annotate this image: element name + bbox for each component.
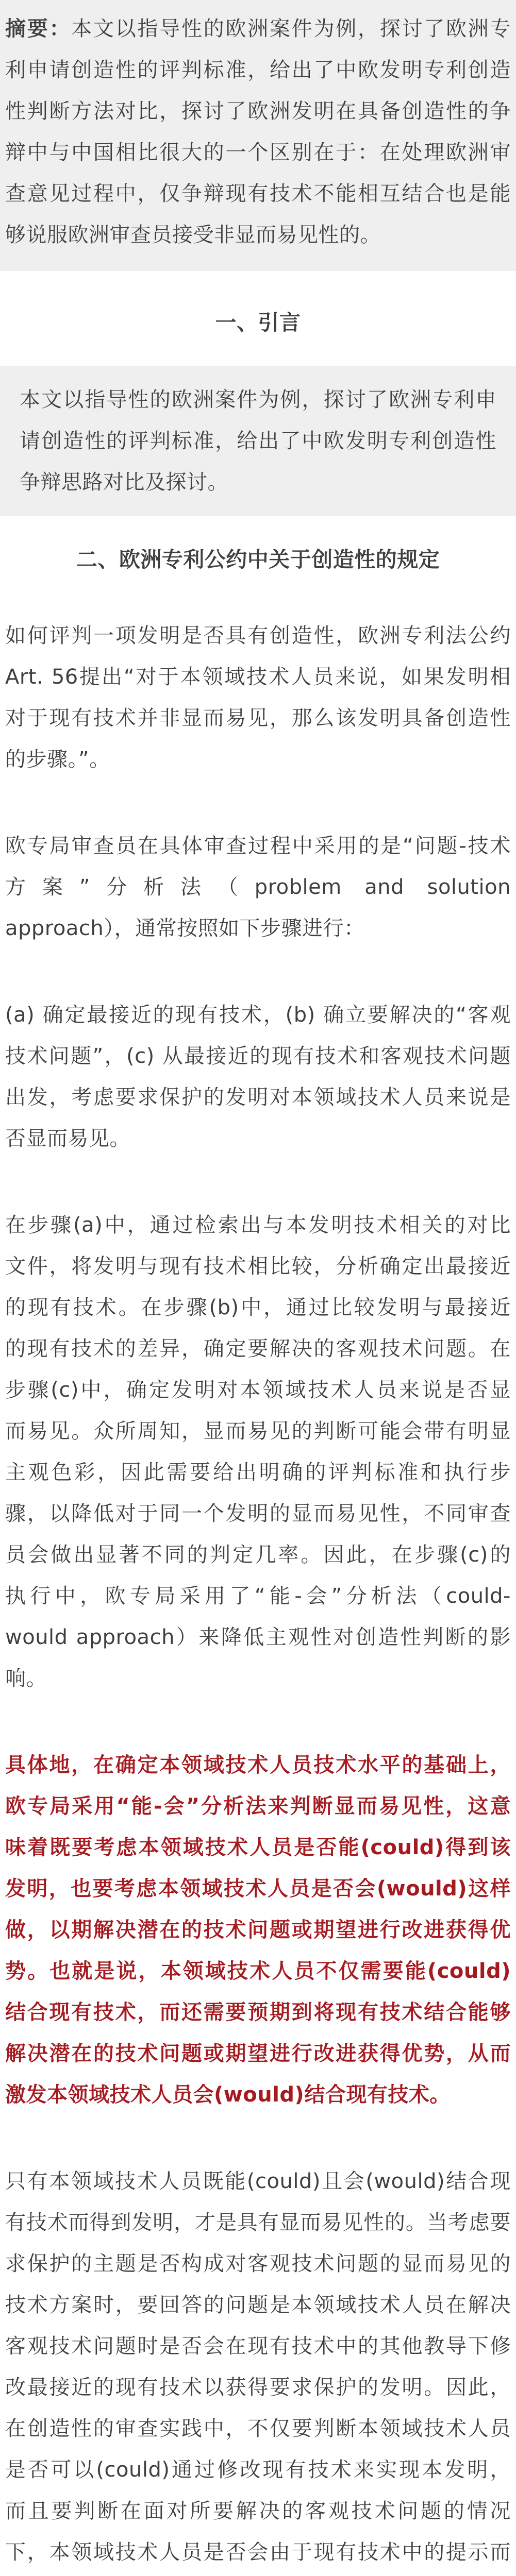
text-line: 执行中，欧专局采用了“能-会”分析法（could- [5, 1584, 511, 1608]
text-line: 在步骤(a)中，通过检索出与本发明技术相关的对比 [5, 1213, 511, 1237]
text-line: 性判断方法对比，探讨了欧洲发明在具备创造性的争 [5, 99, 511, 123]
text-line: 求保护的主题是否构成对客观技术问题的显而易见的 [5, 2252, 511, 2276]
text-line: 味着既要考虑本领域技术人员是否能(could)得到该 [5, 1836, 511, 1859]
text-line: 解决潜在的技术问题或期望进行改进获得优势，从而 [5, 2042, 511, 2065]
text-line: 的现有技术的差异，确定要解决的客观技术问题。在 [5, 1337, 511, 1361]
text-line: 客观技术问题时是否会在现有技术中的其他教导下修 [5, 2334, 511, 2358]
paragraph [0, 825, 516, 949]
text-line: 做，以期解决潜在的技术问题或期望进行改进获得优 [5, 1918, 511, 1942]
text-line: 而易见。众所周知，显而易见的判断可能会带有明显 [5, 1419, 511, 1443]
highlight-paragraph [0, 1744, 516, 2115]
text-line: would approach）来降低主观性对创造性判断的影 [5, 1625, 511, 1649]
text-line: 方案”分析法（problem and solution [5, 875, 511, 899]
text-line: 如何评判一项发明是否具有创造性，欧洲专利法公约 [5, 624, 511, 648]
text-line [5, 2573, 511, 2576]
intro-summary-box [0, 366, 516, 516]
text-line: 请创造性的评判标准，给出了中欧发明专利创造性 [20, 429, 496, 453]
text-line: 技术方案时，要回答的问题是本领域技术人员在解决 [5, 2293, 511, 2317]
abstract-label: 摘要： [5, 17, 72, 41]
text-line: approach），通常按照如下步骤进行： [5, 917, 365, 940]
text-line: 只有本领域技术人员既能(could)且会(would)结合现 [5, 2170, 511, 2193]
text-line: 下，本领域技术人员是否会由于现有技术中的提示而 [5, 2540, 511, 2564]
text-line: 对于现有技术并非显而易见，那么该发明具备创造性 [5, 706, 511, 730]
paragraph [0, 994, 516, 1159]
text-line: 有技术而得到发明，才是具有显而易见性的。当考虑要 [5, 2211, 511, 2234]
paragraph [0, 1205, 516, 1699]
text-line: 查意见过程中，仅争辩现有技术不能相互结合也是能 [5, 182, 511, 206]
text-line: 本文以指导性的欧洲案件为例，探讨了欧洲专利申 [20, 388, 496, 412]
abstract-first-line-text: 本文以指导性的欧洲案件为例，探讨了欧洲专 [71, 17, 511, 41]
text-line: 结合现有技术，而还需要预期到将现有技术结合能够 [5, 2001, 511, 2024]
text-line: 欧专局审查员在具体审查过程中采用的是“问题-技术 [5, 834, 511, 858]
text-line: 而且要判断在面对所要解决的客观技术问题的情况 [5, 2499, 511, 2523]
text-line: 够说服欧洲审查员接受非显而易见性的。 [5, 223, 381, 247]
text-line: Art. 56提出“对于本领域技术人员来说，如果发明相 [5, 665, 511, 689]
text-line: 的步骤。”。 [5, 748, 110, 771]
text-line: 技术问题”，(c) 从最接近的现有技术和客观技术问题 [5, 1044, 511, 1068]
text-line: 改最接近的现有技术以获得要求保护的发明。因此， [5, 2376, 511, 2399]
text-line: 主观色彩，因此需要给出明确的评判标准和执行步 [5, 1461, 511, 1484]
text-line: 的现有技术。在步骤(b)中，通过比较发明与最接近 [5, 1296, 511, 1319]
text-line: 出发，考虑要求保护的发明对本领域技术人员来说是 [5, 1086, 511, 1109]
text-line: 争辩思路对比及探讨。 [20, 470, 228, 494]
text-line: 辩中与中国相比很大的一个区别在于：在处理欧洲审 [5, 141, 511, 164]
text-line: 具体地，在确定本领域技术人员技术水平的基础上， [5, 1753, 511, 1777]
text-line: 文件，将发明与现有技术相比较，分析确定出最接近 [5, 1255, 511, 1278]
text-line: 是否可以(could)通过修改现有技术来实现本发明， [5, 2458, 511, 2482]
section-body [0, 615, 516, 2576]
text-line: 势。也就是说，本领域技术人员不仅需要能(could) [5, 1959, 511, 1983]
text-line: 激发本领域技术人员会(would)结合现有技术。 [5, 2083, 451, 2107]
abstract-box [0, 0, 516, 271]
paragraph [0, 615, 516, 780]
text-line: 在创造性的审查实践中，不仅要判断本领域技术人员 [5, 2417, 511, 2441]
text-line: 否显而易见。 [5, 1127, 130, 1150]
text-line: 步骤(c)中，确定发明对本领域技术人员来说是否显 [5, 1378, 511, 1402]
section-heading-epc-inventive-step: 二、欧洲专利公约中关于创造性的规定 [76, 547, 440, 572]
text-line: 发明，也要考虑本领域技术人员是否会(would)这样 [5, 1877, 511, 1901]
text-line: 骤，以降低对于同一个发明的显而易见性，不同审查 [5, 1502, 511, 1526]
text-line: 欧专局采用“能-会”分析法来判断显而易见性，这意 [5, 1794, 511, 1818]
text-line [5, 8, 511, 49]
text-line: 响。 [5, 1667, 47, 1690]
text-line: 利申请创造性的评判标准，给出了中欧发明专利创造 [5, 58, 511, 82]
paragraph [0, 2161, 516, 2576]
text-line: (a) 确定最接近的现有技术，(b) 确立要解决的“客观 [5, 1003, 511, 1027]
text-line: 员会做出显著不同的判定几率。因此，在步骤(c)的 [5, 1543, 511, 1567]
section-heading-intro: 一、引言 [215, 310, 301, 335]
